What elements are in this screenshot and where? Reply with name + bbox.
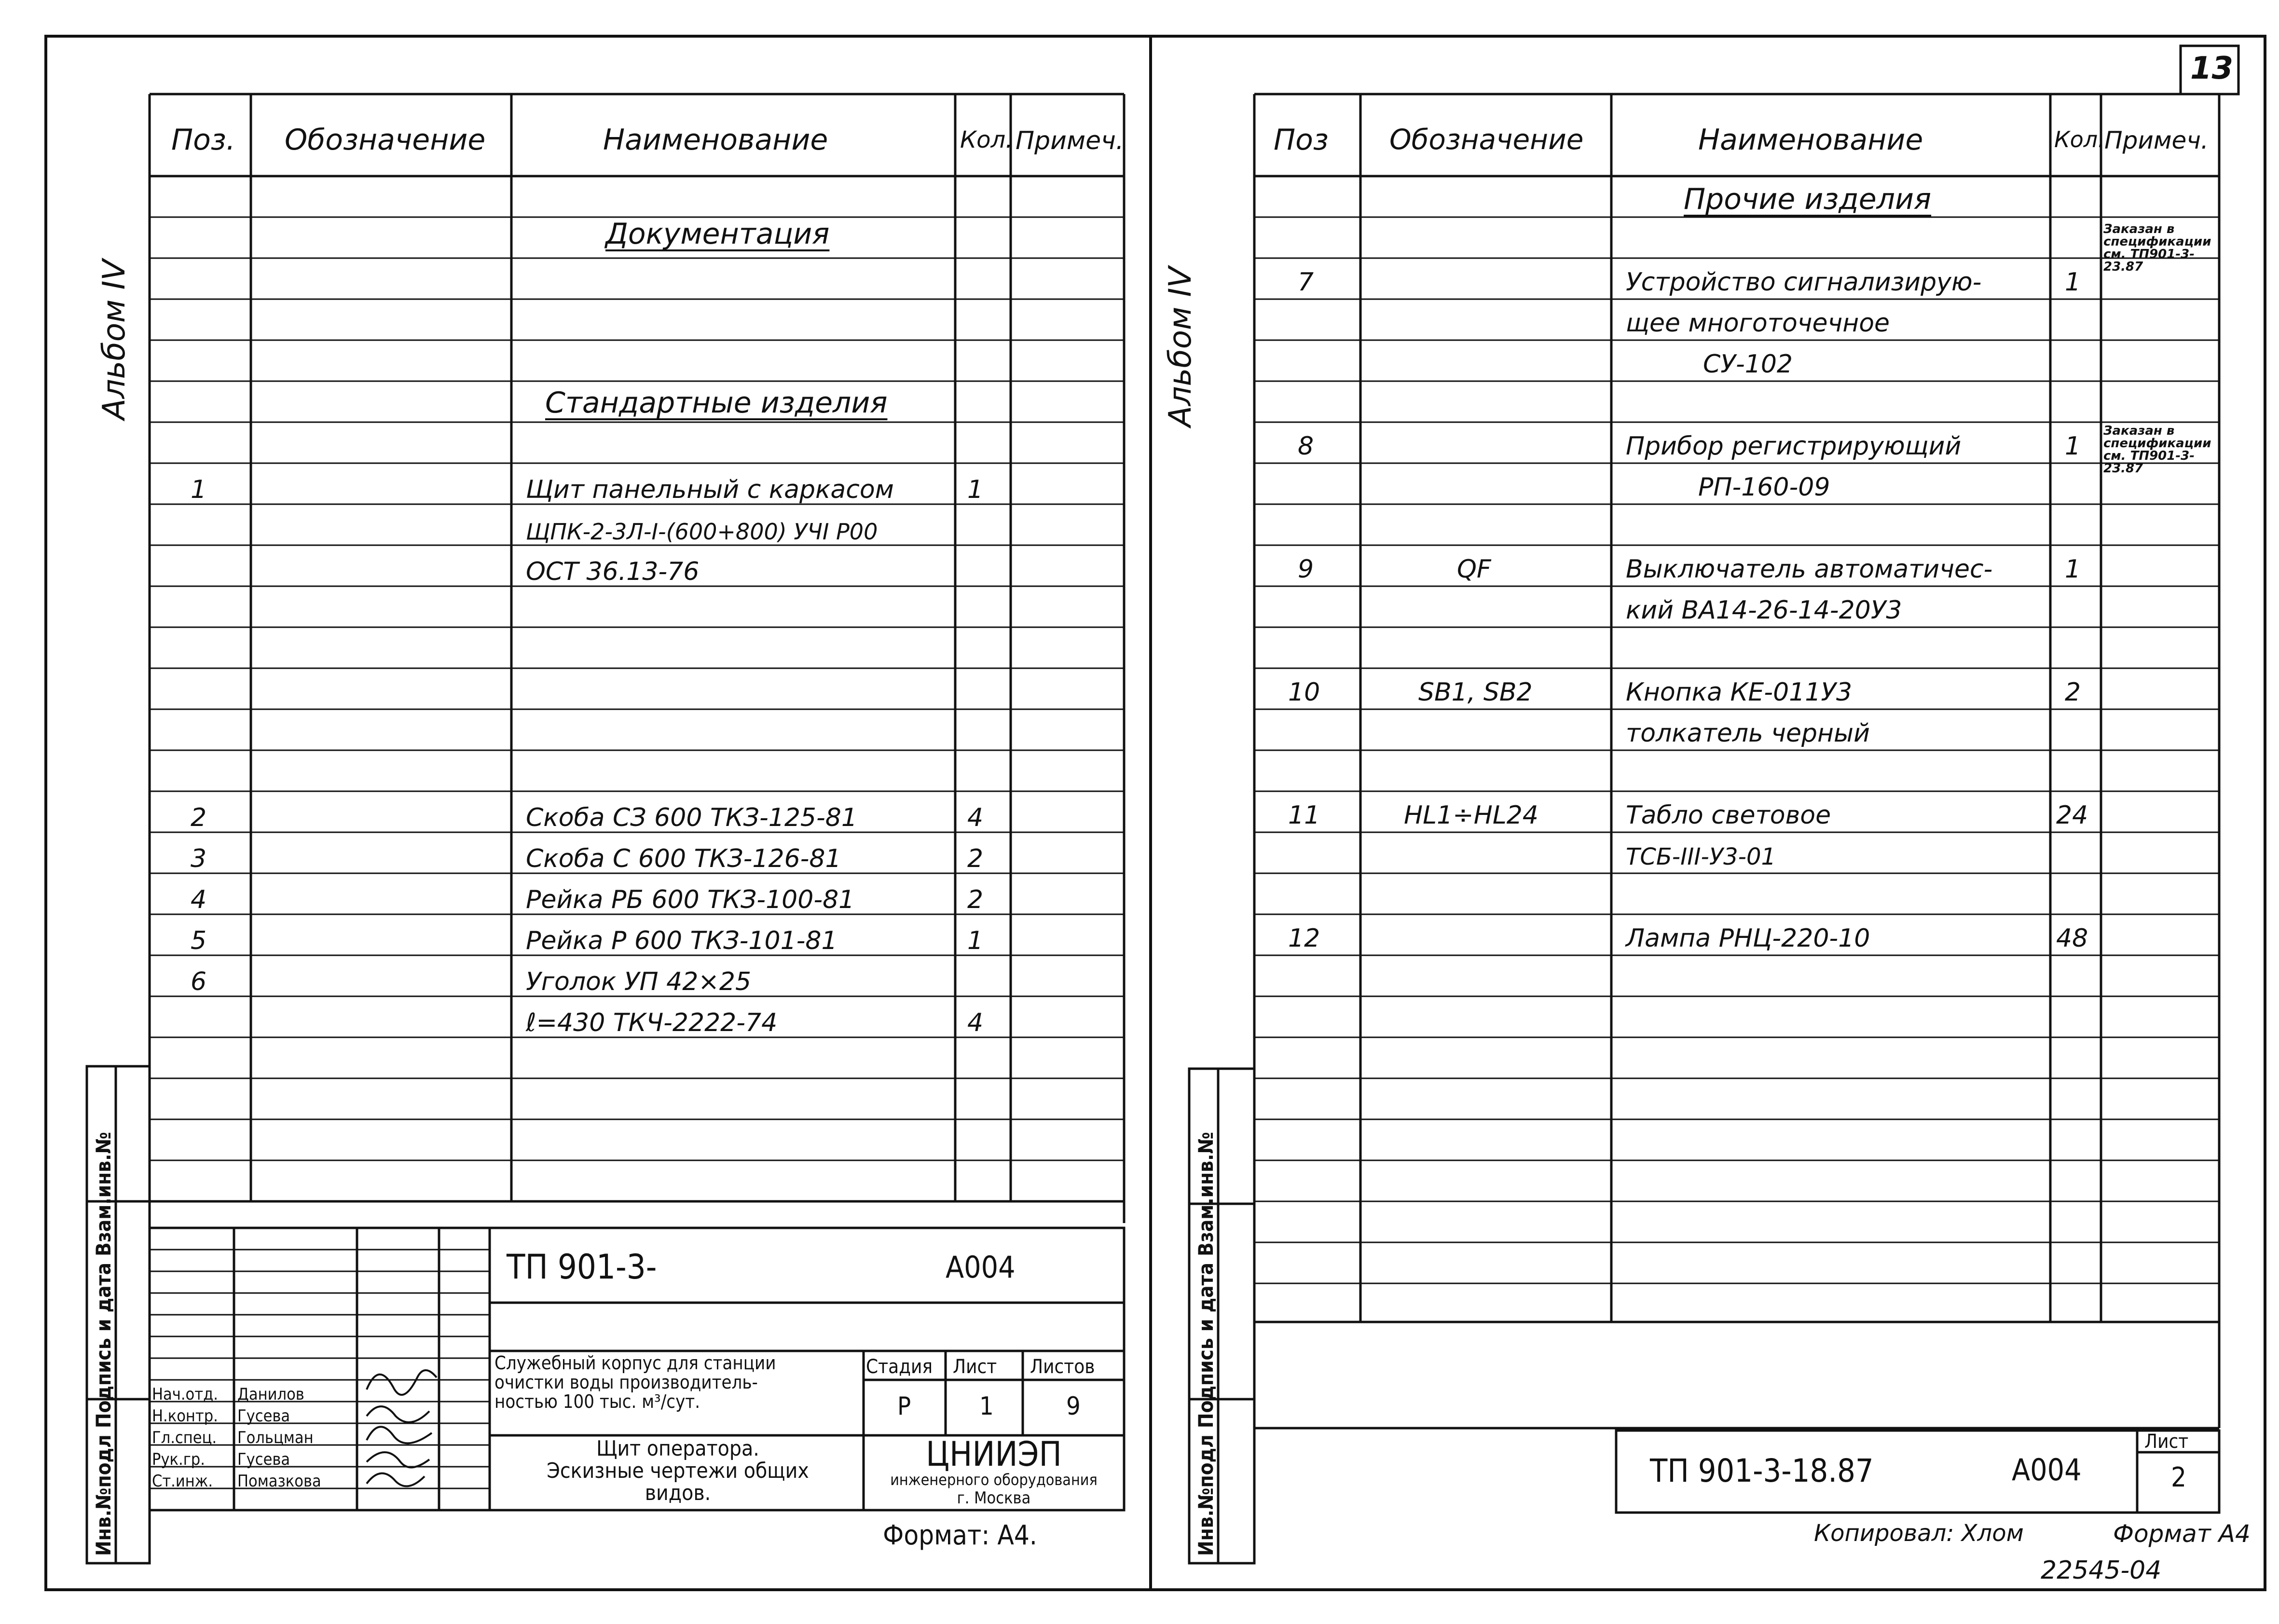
header-qty-left: Кол. [960,126,1013,153]
header-pos-left: Поз. [171,123,235,157]
org-name: ЦНИИЭП [926,1434,1062,1474]
page-number: 13 [2190,51,2234,86]
header-qty-right: Кол. [2054,126,2105,152]
archive-number: 22545-04 [2041,1556,2162,1585]
project-title-line: Служебный корпус для станции [494,1352,776,1374]
header-name-left: Наименование [603,123,828,157]
signer-role: Нач.отд. [152,1385,218,1404]
signer-name: Помазкова [237,1472,321,1491]
table-row-pos: 2 [191,803,207,832]
signer-name: Гольцман [237,1428,314,1447]
table-row-name: Кнопка КЕ-011У3 [1626,678,1853,707]
stage-label: Стадия [866,1356,933,1378]
sheets-value: 9 [1066,1392,1081,1421]
sheet-value-right: 2 [2171,1462,2187,1493]
table-row-qty: 4 [967,803,984,832]
doc-suffix-left: А004 [946,1250,1016,1285]
table-row-qty: 24 [2056,801,2088,830]
table-row-name: Табло световое [1626,801,1831,830]
table-row-name: кий ВА14-26-14-20У3 [1626,596,1902,625]
table-row-pos: 5 [191,926,207,955]
stamp-vertical-right: Инв.№подл Подпись и дата Взам.инв.№ [1194,1132,1218,1556]
table-row-qty: 1 [967,926,984,955]
table-row-qty: 2 [967,844,984,873]
format-right: Формат А4 [2113,1520,2251,1548]
table-row-name: Рейка РБ 600 ТКЗ-100-81 [526,885,855,914]
doc-code-left: ТП 901-3- [507,1247,657,1287]
project-title [494,1353,776,1411]
table-row-pos: 4 [191,885,207,914]
table-row-name: Лампа РНЦ-220-10 [1626,924,1870,953]
org-city: г. Москва [957,1488,1031,1508]
signer-name: Гусева [237,1450,290,1469]
sheets-label: Листов [1030,1356,1095,1378]
signers-roles [152,1384,218,1492]
signer-role: Ст.инж. [152,1472,213,1491]
header-note-right: Примеч. [2104,126,2209,154]
table-row-designation: QF [1457,555,1491,584]
table-row-pos: 10 [1288,678,1320,707]
doc-code-right: ТП 901-3-18.87 [1650,1452,1874,1489]
header-name-right: Наименование [1698,123,1923,157]
signer-role: Рук.гр. [152,1450,205,1469]
table-row-pos: 8 [1298,432,1314,461]
sheet-label-right: Лист [2144,1431,2189,1453]
table-row-name: ЩПК-2-3Л-I-(600+800) УЧI Р00 [526,519,878,545]
sheet-title-line: видов. [645,1481,711,1505]
header-designation-right: Обозначение [1389,123,1584,156]
table-row-name: Выключатель автоматичес- [1626,555,1993,584]
table-row-qty: 2 [2065,678,2081,707]
table-row-name: РП-160-09 [1698,473,1830,502]
table-row-qty: 1 [967,475,984,504]
table-row-name: Щит панельный с каркасом [526,475,894,504]
section-other-items: Прочие изделия [1684,182,1932,216]
table-row-pos: 6 [191,967,207,996]
signer-name: Данилов [237,1385,304,1404]
table-row-qty: 48 [2056,924,2088,953]
stage-value: Р [897,1392,911,1421]
table-row-qty: 4 [967,1008,984,1037]
copied-by: Копировал: Хлом [1814,1520,2024,1547]
table-row-name: Скоба С 600 ТКЗ-126-81 [526,844,841,873]
table-row-name: толкатель черный [1626,719,1870,748]
signer-name: Гусева [237,1406,290,1426]
table-row-designation: SB1, SB2 [1418,678,1533,707]
signature-scribbles [367,1370,437,1486]
table-row-designation: HL1÷HL24 [1404,801,1538,830]
table-row-name: ℓ=430 ТКЧ-2222-74 [526,1008,778,1037]
table-row-name: ТСБ-III-У3-01 [1626,843,1776,870]
sheet-title-line: Эскизные чертежи общих [547,1459,809,1483]
sheet-value-left: 1 [979,1392,994,1421]
table-row-name: ОСТ 36.13-76 [526,557,700,586]
album-label-right: Альбом IV [1163,266,1198,427]
table-row-name: Прибор регистрирующий [1626,432,1962,461]
table-row-pos: 9 [1298,555,1314,584]
table-row-name: Рейка Р 600 ТКЗ-101-81 [526,926,837,955]
table-row-qty: 1 [2065,268,2081,297]
sheet-title-line: Щит оператора. [596,1436,759,1461]
header-pos-right: Поз [1274,123,1329,157]
format-left: Формат: А4. [883,1520,1037,1551]
table-row-name: Уголок УП 42×25 [526,967,752,996]
album-label-left: Альбом IV [96,259,132,420]
signers-names [237,1384,321,1492]
table-row-name: Скоба СЗ 600 ТКЗ-125-81 [526,803,857,832]
table-row-pos: 11 [1288,801,1320,830]
table-row-pos: 7 [1298,268,1314,297]
table-row-pos: 3 [191,844,207,873]
doc-suffix-right: А004 [2012,1452,2082,1487]
signer-role: Гл.спец. [152,1428,217,1447]
sheet-label-left: Лист [953,1356,997,1378]
table-row-qty: 1 [2065,555,2081,584]
table-row-name: Устройство сигнализирую- [1626,268,1982,297]
table-row-pos: 12 [1288,924,1320,953]
org-sub: инженерного оборудования [890,1471,1098,1489]
section-standard-items: Стандартные изделия [545,386,888,420]
table-row-qty: 2 [967,885,984,914]
header-note-left: Примеч. [1016,126,1124,155]
table-row-name: щее многоточечное [1626,309,1890,338]
note-order-ref: Заказан в спецификации см. ТП901-3-23.87 [2103,424,2211,476]
sheet-title [494,1438,861,1504]
table-row-qty: 1 [2065,432,2081,461]
stamp-vertical-left: Инв.№подл Подпись и дата Взам.инв.№ [92,1132,115,1556]
project-title-line: ностью 100 тыс. м³/сут. [494,1391,700,1412]
project-title-line: очистки воды производитель- [494,1372,758,1393]
section-documentation: Документация [605,217,830,251]
table-row-name: СУ-102 [1703,350,1793,379]
header-designation-left: Обозначение [285,123,486,157]
note-order-ref: Заказан в спецификации см. ТП901-3-23.87 [2103,222,2211,274]
signer-role: Н.контр. [152,1406,218,1426]
table-row-pos: 1 [191,475,207,504]
